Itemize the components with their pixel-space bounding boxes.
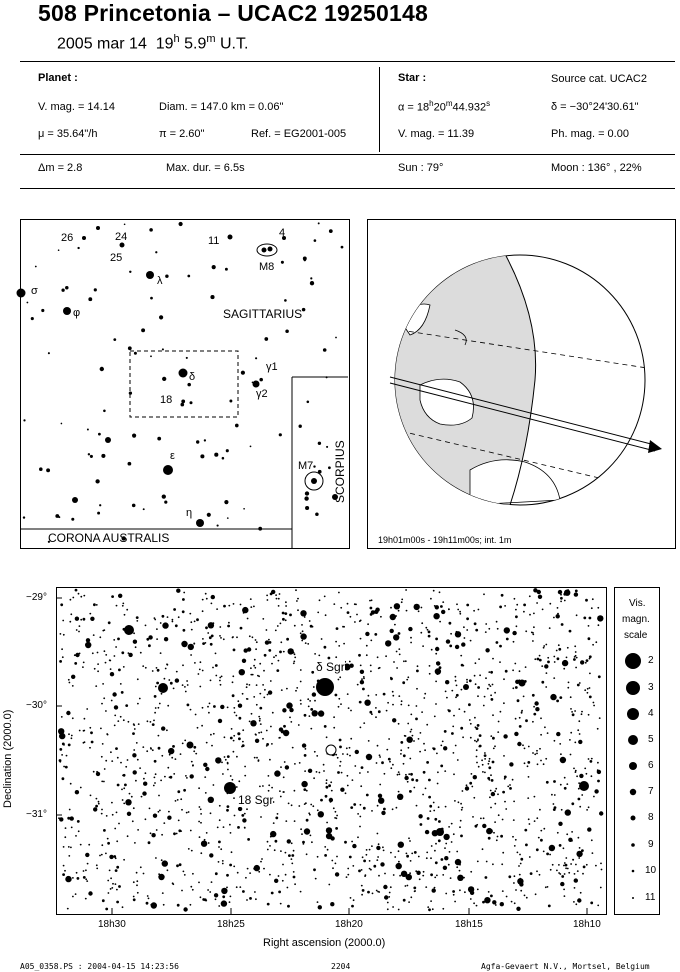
mag-level-10: 10 [645,865,657,876]
finder-label-24: 24 [115,231,128,243]
y-tick-label-2: −31° [26,809,47,820]
x-tick-label-3: 18h15 [455,919,483,930]
planet-diam: Diam. = 147.0 km = 0.06" [159,101,284,113]
finder-label-gamma1: γ1 [266,361,278,373]
finder-label-delta: δ [189,371,196,383]
finder-label-18: 18 [160,394,173,406]
star-vmag: V. mag. = 11.39 [398,128,475,140]
planet-heading: Planet : [38,72,78,84]
mag-level-2: 2 [648,655,654,666]
y-tick-label-1: −30° [26,700,47,711]
planet-ref: Ref. = EG2001-005 [251,128,347,140]
star-label-18-sgr: 18 Sgr [238,793,274,807]
mag-level-11: 11 [645,892,656,903]
page-title: 508 Princetonia – UCAC2 19250148 [38,0,428,26]
mag-scale-title-3: scale [624,630,648,641]
globe-caption: 19h01m00s - 19h11m00s; int. 1m [378,535,512,545]
finder-label-m7: M7 [298,460,314,472]
mag-scale-title-2: magn. [622,614,650,625]
x-tick-label-2: 18h20 [335,919,363,930]
mag-level-6: 6 [648,760,654,771]
planet-motion: μ = 35.64"/h [38,128,98,140]
constellation-sagittarius: SAGITTARIUS [223,307,303,321]
star-dec: δ = −30°24'30.61" [551,101,639,113]
finder-label-4: 4 [279,227,286,239]
mag-scale-title-1: Vis. [629,598,646,609]
mag-level-8: 8 [648,812,654,823]
y-axis-title: Declination (2000.0) [2,709,14,808]
mag-level-4: 4 [648,708,654,719]
constellation-scorpius: SCORPIUS [333,440,347,503]
footer-file: A05_0358.PS : 2004-04-15 14:23:56 [20,962,179,971]
finder-label-gamma2: γ2 [256,388,268,400]
footer-credit: Agfa-Gevaert N.V., Mortsel, Belgium [481,962,650,971]
mag-level-3: 3 [648,682,654,693]
time-system: U.T. [219,35,249,53]
event-date: 2005 mar 14 [57,35,147,53]
mag-level-5: 5 [648,734,654,745]
star-heading: Star : [398,72,427,84]
star-ra: $\alpha = 18^h20^m44.932^s$ [398,99,491,114]
moon-info: Moon : 136° , 22% [551,162,642,174]
finder-label-sigma: σ [31,285,38,297]
finder-label-lambda: λ [157,275,163,287]
constellation-corona-australis: CORONA AUSTRALIS [48,531,170,545]
delta-mag: Δm = 2.8 [38,162,83,174]
x-tick-label-1: 18h25 [217,919,245,930]
mag-level-9: 9 [648,839,654,850]
finder-label-eta: η [186,507,193,519]
event-hour: 19 [155,35,174,53]
x-tick-label-4: 18h10 [573,919,601,930]
star-label-delta-sgr: δ Sgr [316,660,345,674]
finder-label-26: 26 [61,232,74,244]
mag-level-7: 7 [648,786,654,797]
finder-label-epsilon: ε [170,450,175,462]
planet-parallax: π = 2.60" [159,128,205,140]
sun-elongation: Sun : 79° [398,162,444,174]
footer-page: 2204 [331,962,351,971]
finder-label-phi: φ [73,307,81,319]
event-minute: 5.9 [184,35,207,53]
star-phmag: Ph. mag. = 0.00 [551,128,629,140]
y-tick-label-0: −29° [26,592,47,603]
finder-label-25: 25 [110,252,123,264]
finder-label-11: 11 [208,235,220,247]
planet-vmag: V. mag. = 14.14 [38,101,115,113]
max-duration: Max. dur. = 6.5s [166,162,245,174]
x-tick-label-0: 18h30 [98,919,126,930]
star-source: Source cat. UCAC2 [551,73,647,85]
x-axis-title: Right ascension (2000.0) [263,937,386,949]
event-datetime: 2005 mar 14 19$^h$ 5.9$^m$ U.T. [57,33,249,53]
finder-label-m8: M8 [259,261,275,273]
